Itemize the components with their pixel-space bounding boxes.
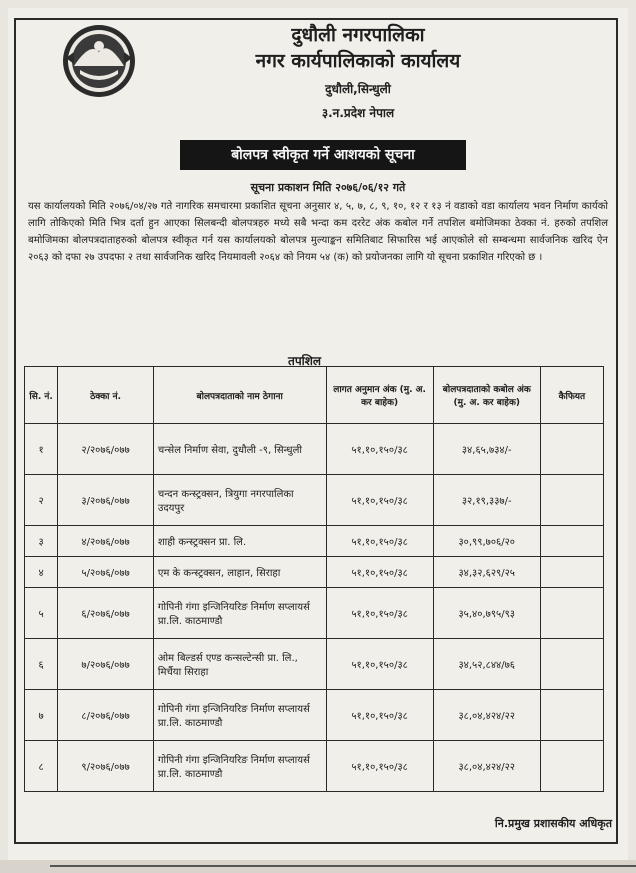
cell-sn: ३ bbox=[25, 526, 58, 557]
cell-remarks bbox=[540, 526, 603, 557]
cell-remarks bbox=[540, 690, 603, 741]
signatory-title: नि.प्रमुख प्रशासकीय अधिकृत bbox=[494, 817, 612, 830]
cell-bid-amount: ३४,३२,६२९/२५ bbox=[433, 557, 540, 588]
table-row bbox=[25, 588, 604, 639]
cell-bid-amount: ३४,५२,८४४/७६ bbox=[433, 639, 540, 690]
cell-bid-amount: ३८,०४,४२४/२२ bbox=[433, 690, 540, 741]
table-row bbox=[25, 639, 604, 690]
cell-estimate: ५१,१०,१५०/३८ bbox=[326, 424, 433, 475]
cell-bidder: चन्सेल निर्माण सेवा, दुधौली -९, सिन्धुली bbox=[153, 424, 326, 475]
office-name: नगर कार्यपालिकाको कार्यालय bbox=[255, 50, 461, 72]
table-row bbox=[25, 690, 604, 741]
cell-bid-amount: ३०,९९,७०६/२० bbox=[433, 526, 540, 557]
cell-contract-no: ६/२०७६/०७७ bbox=[58, 588, 154, 639]
page-bottom-rule bbox=[50, 865, 636, 867]
table-row bbox=[25, 557, 604, 588]
municipality-emblem-icon bbox=[60, 22, 138, 100]
table-row bbox=[25, 741, 604, 792]
details-heading: तपशिल bbox=[288, 354, 322, 368]
cell-estimate: ५१,१०,१५०/३८ bbox=[326, 475, 433, 526]
cell-sn: ५ bbox=[25, 588, 58, 639]
table-row bbox=[25, 526, 604, 557]
header-sn: सि. नं. bbox=[25, 367, 58, 424]
cell-contract-no: ८/२०७६/०७७ bbox=[58, 690, 154, 741]
cell-bid-amount: ३२,१९,३३७/- bbox=[433, 475, 540, 526]
cell-bidder: गोपिनी गंगा इन्जिनियरिङ निर्माण सप्लायर्स प्रा.लि. काठमाण्डौ bbox=[153, 588, 326, 639]
table-row bbox=[25, 424, 604, 475]
municipality-name: दुधौली नगरपालिका bbox=[291, 24, 425, 46]
cell-remarks bbox=[540, 557, 603, 588]
cell-sn: १ bbox=[25, 424, 58, 475]
publication-date: सूचना प्रकाशन मिति २०७६/०६/१२ गते bbox=[250, 181, 406, 194]
header-estimate: लागत अनुमान अंक (मु. अ. कर बाहेक) bbox=[326, 367, 433, 424]
cell-bid-amount: ३५,४०,७९५/९३ bbox=[433, 588, 540, 639]
cell-sn: ८ bbox=[25, 741, 58, 792]
office-location: दुधौली,सिन्धुली bbox=[325, 82, 391, 96]
cell-contract-no: ३/२०७६/०७७ bbox=[58, 475, 154, 526]
cell-bidder: शाही कन्स्ट्रक्सन प्रा. लि. bbox=[153, 526, 326, 557]
notice-body: यस कार्यालयको मिति २०७६/०४/२७ गते नागरिक समचारमा प्रकाशित सूचना अनुसार ४, ५, ७, ८, ९, १०, १२ र १३ नं वडाको वडा कार्यालय भवन निर्माण कार्यको लागि तोकिएको मिति भित्र दर्ता हुन आएका सिलबन्दी बोलपत्रहरु मध्ये सबै भन्दा कम दररेट अंक कबोल गर्ने तपशिल बमोजिमका ठेक्का नं. हरुको तपशिल बमोजिमका बोलपत्रदाताहरुको बोलपत्र स्वीकृत गर्न यस कार्यालयको बोलपत्र मुल्याङ्कन समितिबाट सिफारिस भई आएकोले सो सम्बन्धमा सार्वजनिक खरिद ऐन २०६३ को दफा २७ उपदफा २ तथा सार्वजनिक खरिद नियमावली २०६४ को नियम ५४ (क) को प्रयोजनका लागि यो सूचना प्रकाशित गरिएको छ । bbox=[28, 201, 608, 263]
office-header bbox=[158, 22, 558, 122]
table-header-row bbox=[25, 367, 604, 424]
header-bidder: बोलपत्रदाताको नाम ठेगाना bbox=[153, 367, 326, 424]
cell-contract-no: ७/२०७६/०७७ bbox=[58, 639, 154, 690]
cell-contract-no: २/२०७६/०७७ bbox=[58, 424, 154, 475]
cell-remarks bbox=[540, 639, 603, 690]
cell-sn: ४ bbox=[25, 557, 58, 588]
cell-remarks bbox=[540, 424, 603, 475]
cell-estimate: ५१,१०,१५०/३८ bbox=[326, 690, 433, 741]
cell-bidder: गोपिनी गंगा इन्जिनियरिङ निर्माण सप्लायर्स प्रा.लि. काठमाण्डौ bbox=[153, 741, 326, 792]
cell-sn: २ bbox=[25, 475, 58, 526]
cell-estimate: ५१,१०,१५०/३८ bbox=[326, 588, 433, 639]
cell-estimate: ५१,१०,१५०/३८ bbox=[326, 526, 433, 557]
cell-estimate: ५१,१०,१५०/३८ bbox=[326, 741, 433, 792]
notice-title-banner: बोलपत्र स्वीकृत गर्ने आशयको सूचना bbox=[180, 140, 466, 170]
cell-bidder: चन्दन कन्स्ट्रक्सन, त्रियुगा नगरपालिका उदयपुर bbox=[153, 475, 326, 526]
bidders-table bbox=[24, 366, 604, 792]
cell-contract-no: ५/२०७६/०७७ bbox=[58, 557, 154, 588]
cell-estimate: ५१,१०,१५०/३८ bbox=[326, 639, 433, 690]
cell-contract-no: ४/२०७६/०७७ bbox=[58, 526, 154, 557]
cell-bidder: ओम बिल्डर्स एण्ड कन्सल्टेन्सी प्रा. लि., मिर्चैया सिराहा bbox=[153, 639, 326, 690]
cell-remarks bbox=[540, 475, 603, 526]
cell-bid-amount: ३४,६५,७३४/- bbox=[433, 424, 540, 475]
cell-bidder: गोपिनी गंगा इन्जिनियरिङ निर्माण सप्लायर्स प्रा.लि. काठमाण्डौ bbox=[153, 690, 326, 741]
header-remarks: कैफियत bbox=[540, 367, 603, 424]
cell-contract-no: ९/२०७६/०७७ bbox=[58, 741, 154, 792]
header-bid-amount: बोलपत्रदाताको कबोल अंक (मु. अ. कर बाहेक) bbox=[433, 367, 540, 424]
cell-bidder: एम के कन्स्ट्रक्सन, लाहान, सिराहा bbox=[153, 557, 326, 588]
header-contract-no: ठेक्का नं. bbox=[58, 367, 154, 424]
cell-bid-amount: ३८,०४,४२४/२२ bbox=[433, 741, 540, 792]
cell-remarks bbox=[540, 741, 603, 792]
cell-sn: ६ bbox=[25, 639, 58, 690]
cell-remarks bbox=[540, 588, 603, 639]
table-row bbox=[25, 475, 604, 526]
province-name: ३.न.प्रदेश नेपाल bbox=[321, 106, 395, 120]
cell-estimate: ५१,१०,१५०/३८ bbox=[326, 557, 433, 588]
cell-sn: ७ bbox=[25, 690, 58, 741]
